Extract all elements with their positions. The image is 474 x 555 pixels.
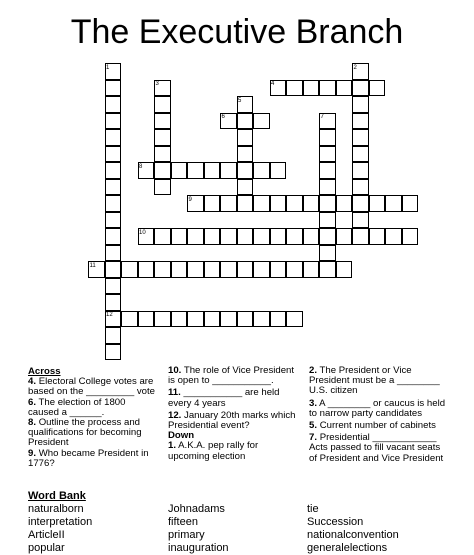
clue-across-8: 8. Outline the process and qualifications for becoming President bbox=[28, 417, 142, 449]
word-bank-heading: Word Bank bbox=[28, 490, 86, 502]
crossword-cell[interactable] bbox=[336, 228, 353, 245]
crossword-cell[interactable] bbox=[237, 179, 254, 196]
crossword-cell[interactable] bbox=[187, 228, 204, 245]
crossword-cell[interactable] bbox=[138, 311, 155, 328]
crossword-cell[interactable] bbox=[204, 261, 221, 278]
crossword-cell[interactable] bbox=[385, 228, 402, 245]
word-bank-word: fifteen bbox=[168, 516, 198, 528]
crossword-cell[interactable] bbox=[105, 113, 122, 130]
crossword-cell[interactable] bbox=[369, 80, 386, 97]
crossword-cell[interactable] bbox=[319, 80, 336, 97]
crossword-cell[interactable] bbox=[105, 96, 122, 113]
crossword-cell[interactable] bbox=[154, 162, 171, 179]
across-clues-col1 bbox=[28, 367, 156, 469]
clue-number: 9 bbox=[188, 196, 192, 203]
crossword-cell[interactable] bbox=[105, 162, 122, 179]
crossword-cell[interactable] bbox=[286, 311, 303, 328]
crossword-cell[interactable] bbox=[352, 162, 369, 179]
crossword-cell[interactable] bbox=[303, 261, 320, 278]
crossword-cell[interactable] bbox=[220, 228, 237, 245]
word-bank-word: Succession bbox=[307, 516, 364, 528]
crossword-cell[interactable] bbox=[237, 146, 254, 163]
crossword-cell[interactable] bbox=[253, 113, 270, 130]
clue-number: 5 bbox=[238, 97, 242, 104]
crossword-cell[interactable] bbox=[319, 245, 336, 262]
crossword-cell[interactable] bbox=[154, 113, 171, 130]
word-bank-word: generalelections bbox=[307, 542, 388, 554]
crossword-cell[interactable] bbox=[105, 344, 122, 361]
crossword-cell[interactable] bbox=[154, 311, 171, 328]
crossword-cell[interactable] bbox=[154, 96, 171, 113]
clue-number: 1 bbox=[106, 64, 110, 71]
crossword-cell[interactable] bbox=[336, 80, 353, 97]
clue-number: 2 bbox=[353, 64, 357, 71]
word-bank-word: nationalconvention bbox=[307, 529, 399, 541]
crossword-cell[interactable] bbox=[319, 179, 336, 196]
crossword-cell[interactable] bbox=[105, 195, 122, 212]
crossword-cell[interactable] bbox=[352, 80, 369, 97]
clue-number: 4 bbox=[271, 81, 275, 87]
crossword-cell[interactable] bbox=[253, 195, 270, 212]
crossword-cell[interactable] bbox=[187, 261, 204, 278]
page-title: The Executive Branch bbox=[70, 13, 404, 51]
crossword-cell[interactable] bbox=[220, 311, 237, 328]
crossword-cell[interactable] bbox=[352, 195, 369, 212]
crossword-cell[interactable] bbox=[154, 179, 171, 196]
crossword-cell[interactable] bbox=[319, 261, 336, 278]
across-heading: Across bbox=[28, 366, 61, 377]
clue-across-6: 6. The election of 1800 caused a ______. bbox=[28, 396, 126, 418]
crossword-cell[interactable] bbox=[319, 129, 336, 146]
crossword-cell[interactable] bbox=[237, 129, 254, 146]
clue-number: 10 bbox=[139, 229, 146, 236]
word-bank-word: tie bbox=[307, 503, 319, 515]
crossword-cell[interactable] bbox=[352, 228, 369, 245]
crossword-cell[interactable] bbox=[270, 162, 287, 179]
crossword-cell[interactable] bbox=[121, 311, 138, 328]
crossword-cell[interactable] bbox=[171, 162, 188, 179]
crossword-cell[interactable] bbox=[319, 212, 336, 229]
clue-number: 6 bbox=[221, 114, 225, 120]
clue-across-9: 9. Who became President in 1776? bbox=[28, 447, 149, 469]
crossword-cell[interactable] bbox=[303, 195, 320, 212]
crossword-cell[interactable] bbox=[220, 261, 237, 278]
clue-across-4: 4. Electoral College votes are based on the _________ vote bbox=[28, 376, 155, 398]
word-bank-word: interpretation bbox=[28, 516, 93, 528]
crossword-cell[interactable] bbox=[121, 261, 138, 278]
crossword-cell[interactable] bbox=[270, 311, 287, 328]
crossword-cell[interactable] bbox=[105, 212, 122, 229]
crossword-cell[interactable] bbox=[286, 228, 303, 245]
crossword-cell[interactable] bbox=[237, 162, 254, 179]
crossword-cell[interactable] bbox=[237, 113, 254, 130]
crossword-cell[interactable] bbox=[253, 311, 270, 328]
crossword-cell[interactable] bbox=[402, 195, 419, 212]
crossword-cell[interactable] bbox=[105, 261, 122, 278]
crossword-cell[interactable] bbox=[369, 195, 386, 212]
crossword-cell[interactable] bbox=[220, 162, 237, 179]
crossword-cell[interactable] bbox=[105, 278, 122, 295]
crossword-cell[interactable] bbox=[253, 228, 270, 245]
clue-number: 12 bbox=[106, 312, 113, 318]
crossword-cell[interactable] bbox=[204, 228, 221, 245]
crossword-cell[interactable] bbox=[187, 162, 204, 179]
crossword-cell[interactable] bbox=[352, 129, 369, 146]
clue-down-1: 1. A.K.A. pep rally for upcoming election bbox=[168, 440, 259, 462]
clue-number: 8 bbox=[139, 163, 143, 170]
clue-down-7: 7. Presidential ____________ Acts passed to fill vacant seats of President and Vice President bbox=[309, 432, 444, 464]
crossword-cell[interactable] bbox=[319, 228, 336, 245]
clue-down-2: 2. The President or Vice President must be a ________ U.S. citizen bbox=[309, 365, 440, 397]
crossword-cell[interactable] bbox=[319, 146, 336, 163]
crossword-cell[interactable] bbox=[154, 261, 171, 278]
crossword-cell[interactable] bbox=[402, 228, 419, 245]
crossword-cell[interactable] bbox=[369, 228, 386, 245]
crossword-cell[interactable] bbox=[286, 80, 303, 97]
crossword-cell[interactable] bbox=[336, 195, 353, 212]
crossword-cell[interactable] bbox=[171, 261, 188, 278]
crossword-cell[interactable] bbox=[187, 311, 204, 328]
crossword-cell[interactable] bbox=[154, 129, 171, 146]
crossword-cell[interactable] bbox=[138, 261, 155, 278]
crossword-cell[interactable] bbox=[270, 261, 287, 278]
crossword-cell[interactable] bbox=[105, 294, 122, 311]
crossword-cell[interactable] bbox=[105, 228, 122, 245]
down-heading: Down bbox=[168, 430, 195, 442]
crossword-cell[interactable] bbox=[286, 195, 303, 212]
crossword-cell[interactable] bbox=[237, 261, 254, 278]
crossword-cell[interactable] bbox=[352, 113, 369, 130]
word-bank-word: ArticleII bbox=[28, 529, 65, 541]
clue-down-5: 5. Current number of cabinets bbox=[309, 420, 436, 432]
crossword-cell[interactable] bbox=[237, 195, 254, 212]
clue-across-11: 11. ___________ are held every 4 years bbox=[168, 387, 280, 409]
crossword-cell[interactable] bbox=[352, 146, 369, 163]
crossword-cell[interactable] bbox=[237, 311, 254, 328]
clue-number: 7 bbox=[320, 114, 324, 120]
crossword-cell[interactable] bbox=[319, 162, 336, 179]
clue-number: 11 bbox=[89, 262, 96, 269]
crossword-cell[interactable] bbox=[154, 228, 171, 245]
crossword-cell[interactable] bbox=[385, 195, 402, 212]
crossword-cell[interactable] bbox=[270, 228, 287, 245]
word-bank-word: Johnadams bbox=[168, 503, 225, 515]
crossword-cell[interactable] bbox=[105, 179, 122, 196]
crossword-cell[interactable] bbox=[105, 327, 122, 344]
word-bank-word: naturalborn bbox=[28, 503, 84, 515]
crossword-cell[interactable] bbox=[303, 228, 320, 245]
crossword-cell[interactable] bbox=[105, 129, 122, 146]
crossword-cell[interactable] bbox=[154, 146, 171, 163]
crossword-cell[interactable] bbox=[336, 261, 353, 278]
clue-down-3: 3. A ________ or caucus is held to narrow party candidates bbox=[309, 397, 446, 419]
crossword-cell[interactable] bbox=[171, 311, 188, 328]
crossword-cell[interactable] bbox=[319, 195, 336, 212]
crossword-cell[interactable] bbox=[253, 162, 270, 179]
down-clues-col3 bbox=[309, 366, 449, 464]
crossword-cell[interactable] bbox=[204, 311, 221, 328]
crossword-cell[interactable] bbox=[171, 228, 188, 245]
crossword-cell[interactable] bbox=[352, 179, 369, 196]
crossword-cell[interactable] bbox=[237, 228, 254, 245]
clue-across-12: 12. January 20th marks which Presidential event? bbox=[168, 409, 296, 432]
crossword-cell[interactable] bbox=[303, 80, 320, 97]
clue-number: 3 bbox=[155, 81, 159, 87]
crossword-cell[interactable] bbox=[286, 261, 303, 278]
crossword-cell[interactable] bbox=[105, 80, 122, 97]
crossword-cell[interactable] bbox=[105, 146, 122, 163]
crossword-cell[interactable] bbox=[253, 261, 270, 278]
crossword-cell[interactable] bbox=[105, 245, 122, 262]
crossword-cell[interactable] bbox=[204, 162, 221, 179]
crossword-cell[interactable] bbox=[352, 96, 369, 113]
clue-across-10: 10. The role of Vice President is open to ___________. bbox=[168, 365, 295, 387]
across-clues-col2 bbox=[168, 366, 296, 462]
crossword-cell[interactable] bbox=[204, 195, 221, 212]
crossword-cell[interactable] bbox=[352, 212, 369, 229]
crossword-cell[interactable] bbox=[220, 195, 237, 212]
word-bank-word: popular bbox=[28, 542, 65, 554]
word-bank-word: inauguration bbox=[168, 542, 229, 554]
crossword-cell[interactable] bbox=[270, 195, 287, 212]
word-bank-word: primary bbox=[168, 529, 205, 541]
